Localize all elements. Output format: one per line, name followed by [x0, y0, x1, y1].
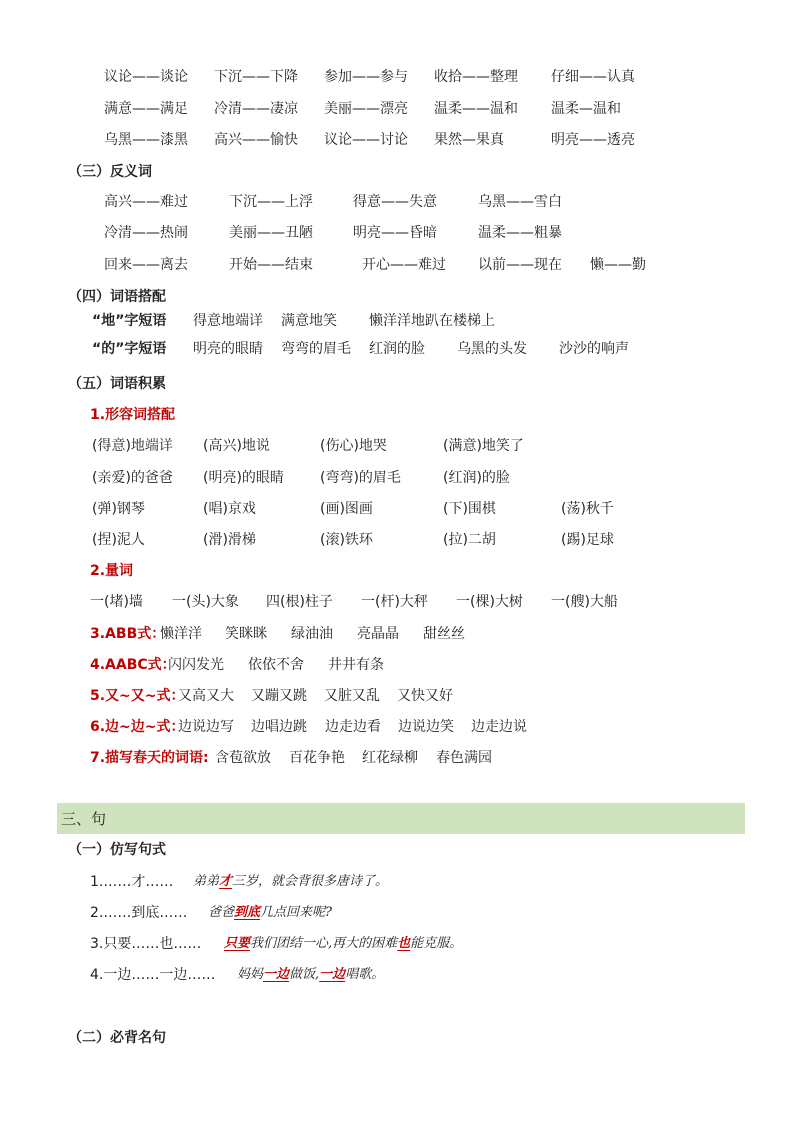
recite-heading: （二）必背名句 [68, 1030, 166, 1046]
example-text: 弟弟 [193, 874, 220, 889]
synonym-pair: 温柔—温和 [551, 101, 621, 117]
sentence-pattern: 4.一边……一边…… [90, 967, 216, 983]
section-title: 三、句 [61, 810, 107, 828]
measure-item: 一(艘)大船 [551, 594, 618, 610]
example-text: 唱歌。 [345, 967, 385, 982]
antonym-pair: 以前——现在 [478, 257, 562, 273]
keyword: 也 [397, 936, 411, 951]
example-text: 三岁，就会背很多唐诗了。 [232, 874, 389, 889]
antonym-pair: 开始——结束 [229, 257, 313, 273]
section-band [57, 803, 745, 834]
phrase: 沙沙的响声 [559, 341, 629, 357]
sentence-example [208, 903, 332, 923]
synonym-pair: 冷清——凄凉 [214, 101, 298, 117]
measure-title: 2.量词 [90, 563, 134, 579]
antonym-pair: 乌黑——雪白 [478, 194, 562, 210]
adj-item: (弯弯)的眉毛 [320, 470, 401, 486]
sentence-pattern: 1.……才…… [90, 874, 174, 890]
synonym-pair: 下沉——下降 [214, 69, 298, 85]
adj-item: (捏)泥人 [92, 532, 145, 548]
sentence-example [237, 965, 384, 985]
adj-item: (伤心)地哭 [320, 438, 387, 454]
adj-item: (亲爱)的爸爸 [92, 470, 173, 486]
measure-item: 一(棵)大树 [456, 594, 523, 610]
sentence-pattern: 2.……到底…… [90, 905, 188, 921]
synonym-pair: 乌黑——漆黑 [104, 132, 188, 148]
bian-item: 边说边笑 [398, 719, 454, 735]
synonym-pair: 议论——讨论 [324, 132, 408, 148]
adj-item: (荡)秋千 [561, 501, 614, 517]
antonym-pair: 下沉——上浮 [229, 194, 313, 210]
bian-item: 边走边看 [325, 719, 381, 735]
abb-item: 甜丝丝 [423, 626, 465, 642]
synonym-pair: 美丽——漂亮 [324, 101, 408, 117]
bian-label: 6.边~边~式： [90, 719, 185, 735]
bian-item: 边说边写 [178, 719, 234, 735]
synonym-pair: 温柔——温和 [434, 101, 518, 117]
spring-item: 红花绿柳 [362, 750, 418, 766]
keyword: 到底 [234, 905, 261, 920]
aabc-label: 4.AABC式： [90, 657, 176, 673]
you-label: 5.又~又~式： [90, 688, 185, 704]
example-text: 几点回来呢? [260, 905, 333, 920]
de-adj-label: “的”字短语 [92, 341, 167, 357]
keyword: 只要 [224, 936, 251, 951]
synonym-pair: 收拾——整理 [434, 69, 518, 85]
de-adverb-label: “地”字短语 [92, 313, 167, 329]
phrase: 红润的脸 [369, 341, 425, 357]
example-text: 能克服。 [410, 936, 463, 951]
aabc-item: 闪闪发光 [168, 657, 224, 673]
phrase: 明亮的眼睛 [193, 341, 263, 357]
adj-title: 1.形容词搭配 [90, 407, 176, 423]
imitate-heading: （一）仿写句式 [68, 842, 166, 858]
you-item: 又脏又乱 [324, 688, 380, 704]
abb-item: 笑眯眯 [225, 626, 267, 642]
sentence-example [224, 934, 462, 954]
collocation-heading: （四）词语搭配 [68, 289, 166, 305]
you-item: 又蹦又跳 [251, 688, 307, 704]
phrase: 乌黑的头发 [457, 341, 527, 357]
synonym-pair: 高兴——愉快 [214, 132, 298, 148]
sentence-pattern: 3.只要……也…… [90, 936, 202, 952]
measure-item: 四(根)柱子 [266, 594, 333, 610]
synonym-pair: 参加——参与 [324, 69, 408, 85]
you-item: 又快又好 [397, 688, 453, 704]
antonym-pair: 冷清——热闹 [104, 225, 188, 241]
adj-item: (红润)的脸 [443, 470, 510, 486]
adj-item: (高兴)地说 [203, 438, 270, 454]
adj-item: (踢)足球 [561, 532, 614, 548]
adj-item: (画)图画 [320, 501, 373, 517]
synonym-pair: 明亮——透亮 [551, 132, 635, 148]
adj-item: (满意)地笑了 [443, 438, 524, 454]
spring-item: 含苞欲放 [215, 750, 271, 766]
measure-item: 一(头)大象 [172, 594, 239, 610]
antonym-pair: 开心——难过 [362, 257, 446, 273]
aabc-item: 井井有条 [328, 657, 384, 673]
sentence-example [193, 872, 388, 892]
spring-item: 春色满园 [436, 750, 492, 766]
antonym-pair: 明亮——昏暗 [353, 225, 437, 241]
keyword: 一边 [319, 967, 346, 982]
example-text: 妈妈 [237, 967, 264, 982]
synonym-pair: 仔细——认真 [551, 69, 635, 85]
abb-item: 绿油油 [291, 626, 333, 642]
antonym-pair: 高兴——难过 [104, 194, 188, 210]
adj-item: (拉)二胡 [443, 532, 496, 548]
phrase: 弯弯的眉毛 [281, 341, 351, 357]
abb-item: 亮晶晶 [357, 626, 399, 642]
abb-item: 懒洋洋 [160, 626, 202, 642]
synonym-pair: 满意——满足 [104, 101, 188, 117]
spring-item: 百花争艳 [289, 750, 345, 766]
you-item: 又高又大 [178, 688, 234, 704]
adj-item: (唱)京戏 [203, 501, 256, 517]
spring-label: 7.描写春天的词语: [90, 750, 209, 766]
phrase: 满意地笑 [281, 313, 337, 329]
accumulation-heading: （五）词语积累 [68, 376, 166, 392]
adj-item: (滑)滑梯 [203, 532, 256, 548]
example-text: 做饭, [289, 967, 320, 982]
bian-item: 边走边说 [471, 719, 527, 735]
antonym-pair: 懒——勤 [590, 257, 646, 273]
example-text: 我们团结一心,再大的困难 [250, 936, 398, 951]
adj-item: (得意)地端详 [92, 438, 173, 454]
synonym-pair: 议论——谈论 [104, 69, 188, 85]
phrase: 懒洋洋地趴在楼梯上 [369, 313, 495, 329]
antonym-pair: 温柔——粗暴 [478, 225, 562, 241]
adj-item: (滚)铁环 [320, 532, 373, 548]
adj-item: (下)围棋 [443, 501, 496, 517]
antonym-pair: 得意——失意 [353, 194, 437, 210]
aabc-item: 依依不舍 [248, 657, 304, 673]
antonyms-heading: （三）反义词 [68, 164, 152, 180]
keyword: 才 [219, 874, 233, 889]
measure-item: 一(杆)大秤 [361, 594, 428, 610]
antonym-pair: 美丽——丑陋 [229, 225, 313, 241]
example-text: 爸爸 [208, 905, 235, 920]
measure-item: 一(堵)墙 [90, 594, 143, 610]
keyword: 一边 [263, 967, 290, 982]
bian-item: 边唱边跳 [251, 719, 307, 735]
adj-item: (弹)钢琴 [92, 501, 145, 517]
antonym-pair: 回来——离去 [104, 257, 188, 273]
abb-label: 3.ABB式： [90, 626, 166, 642]
synonym-pair: 果然—果真 [434, 132, 504, 148]
phrase: 得意地端详 [193, 313, 263, 329]
adj-item: (明亮)的眼睛 [203, 470, 284, 486]
